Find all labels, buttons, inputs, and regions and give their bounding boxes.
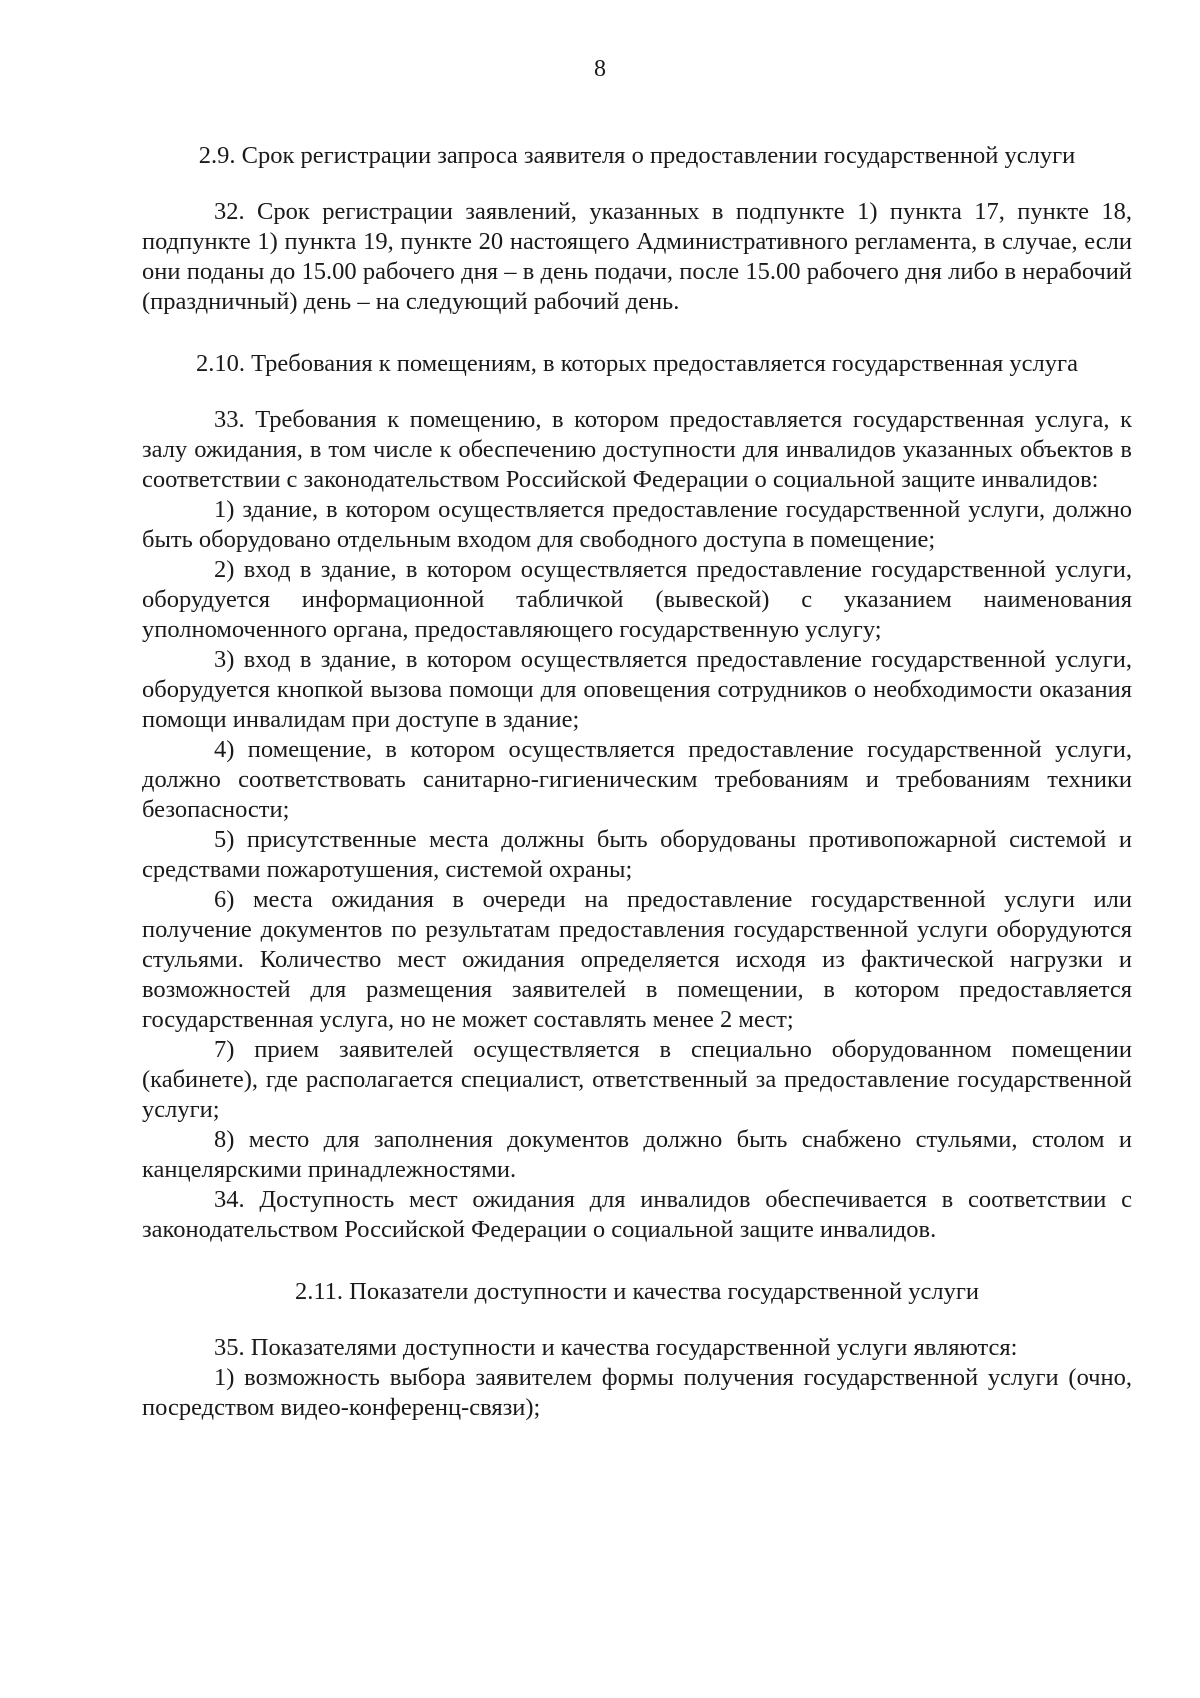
paragraph-35: 35. Показателями доступности и качества государственной услуги являются:: [214, 1334, 1018, 1361]
list-item-33-7: 7) прием заявителей осуществляется в специально оборудованном помещении (кабинете), где располагается специалист, ответственный за предоставление государственной услуги;: [142, 1036, 1132, 1123]
list-item-35-1: 1) возможность выбора заявителем формы получения государственной услуги (очно, посредством видео-конференц-связи);: [142, 1364, 1132, 1421]
section-heading-2-9: 2.9. Срок регистрации запроса заявителя о предоставлении государственной услуги: [198, 142, 1076, 169]
list-item-33-3: 3) вход в здание, в котором осуществляется предоставление государственной услуги, оборудуется кнопкой вызова помощи для оповещения сотрудников о необходимости оказания помощи инвалидам при доступе в здание;: [142, 646, 1132, 733]
paragraph-34: 34. Доступность мест ожидания для инвалидов обеспечивается в соответствии с законодательством Российской Федерации о социальной защите инвалидов.: [142, 1186, 1132, 1243]
list-item-33-4: 4) помещение, в котором осуществляется предоставление государственной услуги, должно соответствовать санитарно-гигиеническим требованиям и требованиям техники безопасности;: [142, 736, 1132, 823]
paragraph-33: 33. Требования к помещению, в котором предоставляется государственная услуга, к залу ожидания, в том числе к обеспечению доступности для инвалидов указанных объектов в соответствии с законодательством Российской Федерации о социальной защите инвалидов:: [142, 406, 1132, 493]
paragraph-32: 32. Срок регистрации заявлений, указанных в подпункте 1) пункта 17, пункте 18, подпункте 1) пункта 19, пункте 20 настоящего Административного регламента, в случае, если они поданы до 15.00 рабочего дня – в день подачи, после 15.00 рабочего дня либо в нерабочий (праздничный) день – на следующий рабочий день.: [142, 198, 1132, 315]
list-item-33-6: 6) места ожидания в очереди на предоставление государственной услуги или получение документов по результатам предоставления государственной услуги оборудуются стульями. Количество мест ожидания определяется исходя из фактической нагрузки и возможностей для размещения заявителей в помещении, в котором предоставляется государственная услуга, но не может составлять менее 2 мест;: [142, 886, 1132, 1033]
list-item-33-2: 2) вход в здание, в котором осуществляется предоставление государственной услуги, оборудуется информационной табличкой (вывеской) с указанием наименования уполномоченного органа, предоставляющего государственную услугу;: [142, 556, 1132, 643]
list-item-33-1: 1) здание, в котором осуществляется предоставление государственной услуги, должно быть оборудовано отдельным входом для свободного доступа в помещение;: [142, 496, 1132, 553]
section-heading-2-11: 2.11. Показатели доступности и качества государственной услуги: [294, 1278, 980, 1305]
list-item-33-5: 5) присутственные места должны быть оборудованы противопожарной системой и средствами пожаротушения, системой охраны;: [142, 826, 1132, 883]
page-number: 8: [594, 56, 606, 82]
document-body: [142, 141, 1132, 1423]
section-heading-2-10: 2.10. Требования к помещениям, в которых предоставляется государственная услуга: [196, 350, 1078, 377]
list-item-33-8: 8) место для заполнения документов должно быть снабжено стульями, столом и канцелярскими принадлежностями.: [142, 1126, 1132, 1183]
